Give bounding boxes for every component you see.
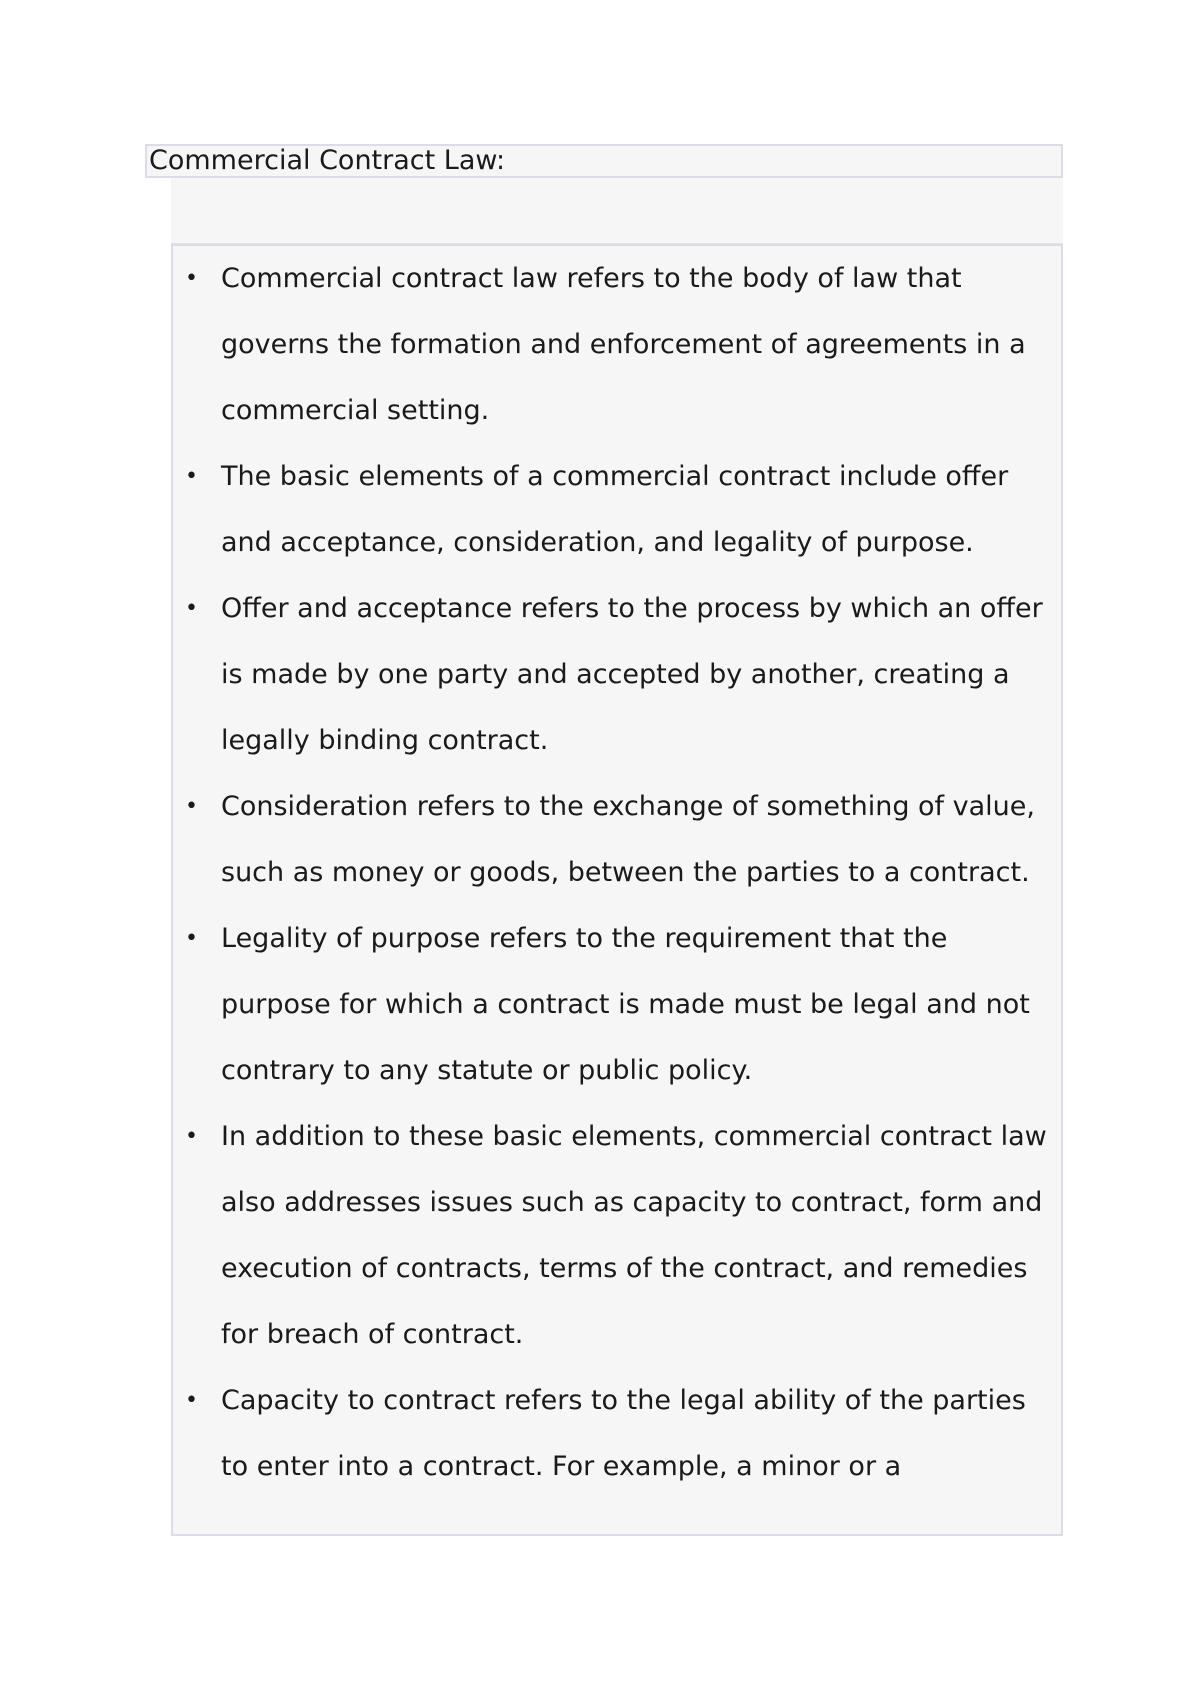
list-item-text: Capacity to contract refers to the legal ability of the parties to enter into a contract. For example, a minor or a <box>221 1385 1026 1482</box>
list-item-text: In addition to these basic elements, commercial contract law also addresses issues such as capacity to contract, form and execution of contracts, terms of the contract, and remedies for breach of contract. <box>221 1121 1047 1350</box>
bullet-icon: • <box>185 794 198 819</box>
list-item-text: Legality of purpose refers to the requirement that the purpose for which a contract is made must be legal and not contrary to any statute or public policy. <box>221 923 1030 1086</box>
bullet-icon: • <box>185 1124 198 1149</box>
list-item <box>173 1368 1061 1500</box>
list-item-text: Consideration refers to the exchange of something of value, such as money or goods, between the parties to a contract. <box>221 791 1035 888</box>
bullet-list <box>173 246 1061 1500</box>
list-item <box>173 576 1061 774</box>
heading-spacer <box>171 178 1063 244</box>
document-heading: Commercial Contract Law: <box>149 145 506 176</box>
document-heading-box <box>145 144 1063 178</box>
list-item <box>173 1104 1061 1368</box>
bullet-list-box <box>171 244 1063 1536</box>
list-item-text: The basic elements of a commercial contract include offer and acceptance, consideration, and legality of purpose. <box>221 461 1009 558</box>
bullet-icon: • <box>185 926 198 951</box>
list-item <box>173 246 1061 444</box>
bullet-icon: • <box>185 464 198 489</box>
list-item-text: Commercial contract law refers to the body of law that governs the formation and enforcement of agreements in a commercial setting. <box>221 263 1026 426</box>
list-item <box>173 444 1061 576</box>
bullet-icon: • <box>185 266 198 291</box>
list-item-text: Offer and acceptance refers to the process by which an offer is made by one party and accepted by another, creating a legally binding contract. <box>221 593 1043 756</box>
list-item <box>173 774 1061 906</box>
bullet-icon: • <box>185 1388 198 1413</box>
bullet-icon: • <box>185 596 198 621</box>
list-item <box>173 906 1061 1104</box>
